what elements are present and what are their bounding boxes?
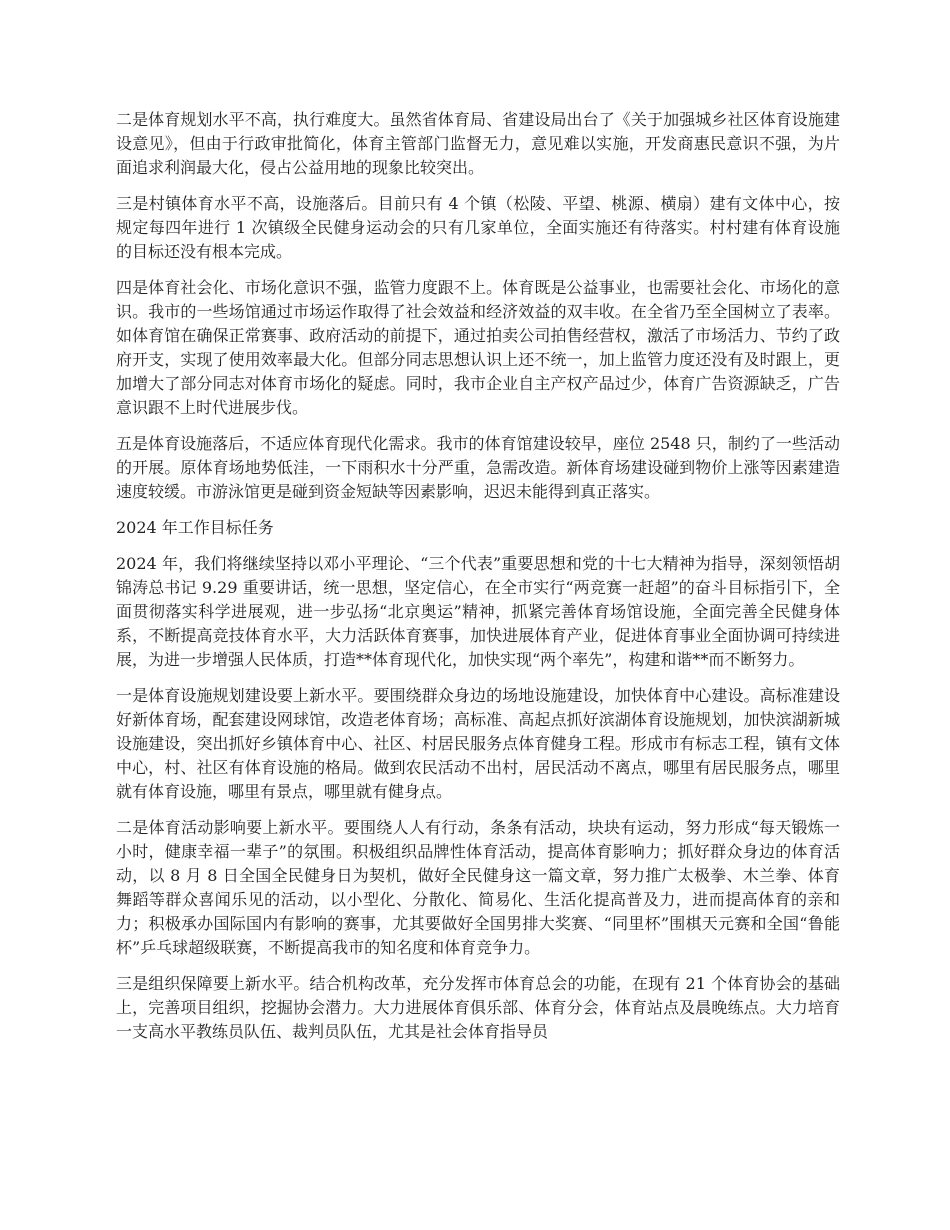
document-page <box>116 108 840 1056</box>
paragraph-goal-activities: 二是体育活动影响要上新水平。要围绕人人有行动，条条有活动，块块有运动，努力形成“每天锻炼一小时，健康幸福一辈子”的氛围。积极组织品牌性体育活动，提高体育影响力；抓好群众身边的体育活动，以 8 月 8 日全国全民健身日为契机，做好全民健身这一篇文章，努力推广太极拳、木兰拳、体育舞蹈等群众喜闻乐见的活动，以小型化、分散化、简易化、生活化提高普及力，进而提高体育的亲和力；积极承办国际国内有影响的赛事，尤其要做好全国男排大奖赛、“同里杯”围棋天元赛和全国“鲁能杯”乒乓球超级联赛，不断提高我市的知名度和体育竞争力。 <box>116 818 840 957</box>
paragraph-facilities-backward: 五是体育设施落后，不适应体育现代化需求。我市的体育馆建设较早，座位 2548 只，制约了一些活动的开展。原体育场地势低洼，一下雨积水十分严重，急需改造。新体育场建设碰到物价上涨等因素建造速度较缓。市游泳馆更是碰到资金短缺等因素影响，迟迟未能得到真正落实。 <box>116 434 840 501</box>
paragraph-goal-organization: 三是组织保障要上新水平。结合机构改革，充分发挥市体育总会的功能，在现有 21 个体育协会的基础上，完善项目组织，挖掘协会潜力。大力进展体育俱乐部、体育分会，体育站点及晨晚练点。大力培育一支高水平教练员队伍、裁判员队伍，尤其是社会体育指导员 <box>116 974 840 1041</box>
paragraph-village-facilities: 三是村镇体育水平不高，设施落后。目前只有 4 个镇（松陵、平望、桃源、横扇）建有文体中心，按规定每四年进行 1 次镇级全民健身运动会的只有几家单位，全面实施还有待落实。村村建有体育设施的目标还没有根本完成。 <box>116 194 840 261</box>
paragraph-market-awareness: 四是体育社会化、市场化意识不强，监管力度跟不上。体育既是公益事业，也需要社会化、市场化的意识。我市的一些场馆通过市场运作取得了社会效益和经济效益的双丰收。在全省乃至全国树立了表率。如体育馆在确保正常赛事、政府活动的前提下，通过拍卖公司拍售经营权，激活了市场活力、节约了政府开支，实现了使用效率最大化。但部分同志思想认识上还不统一，加上监管力度还没有及时跟上，更加增大了部分同志对体育市场化的疑虑。同时，我市企业自主产权产品过少，体育广告资源缺乏，广告意识跟不上时代进展步伐。 <box>116 278 840 417</box>
paragraph-goal-facilities: 一是体育设施规划建设要上新水平。要围绕群众身边的场地设施建设，加快体育中心建设。高标准建设好新体育场，配套建设网球馆，改造老体育场；高标准、高起点抓好滨湖体育设施规划，加快滨湖新城设施建设，突出抓好乡镇体育中心、社区、村居民服务点体育健身工程。形成市有标志工程，镇有文体中心，村、社区有体育设施的格局。做到农民活动不出村，居民活动不离点，哪里有居民服务点，哪里就有体育设施，哪里有景点，哪里就有健身点。 <box>116 686 840 801</box>
section-heading: 2024 年工作目标任务 <box>116 518 274 537</box>
paragraph-2024-overview: 2024 年，我们将继续坚持以邓小平理论、“三个代表”重要思想和党的十七大精神为指导，深刻领悟胡锦涛总书记 9.29 重要讲话，统一思想，坚定信心，在全市实行“两竞赛一赶超”的奋斗目标指引下，全面贯彻落实科学进展观，进一步弘扬“北京奥运”精神，抓紧完善体育场馆设施，全面完善全民健身体系，不断提高竞技体育水平，大力活跃体育赛事，加快进展体育产业，促进体育事业全面协调可持续进展，为进一步增强人民体质，打造**体育现代化，加快实现“两个率先”，构建和谐**而不断努力。 <box>116 554 840 669</box>
paragraph-planning: 二是体育规划水平不高，执行难度大。虽然省体育局、省建设局出台了《关于加强城乡社区体育设施建设意见》，但由于行政审批简化，体育主管部门监督无力，意见难以实施，开发商惠民意识不强，为片面追求利润最大化，侵占公益用地的现象比较突出。 <box>116 110 840 177</box>
